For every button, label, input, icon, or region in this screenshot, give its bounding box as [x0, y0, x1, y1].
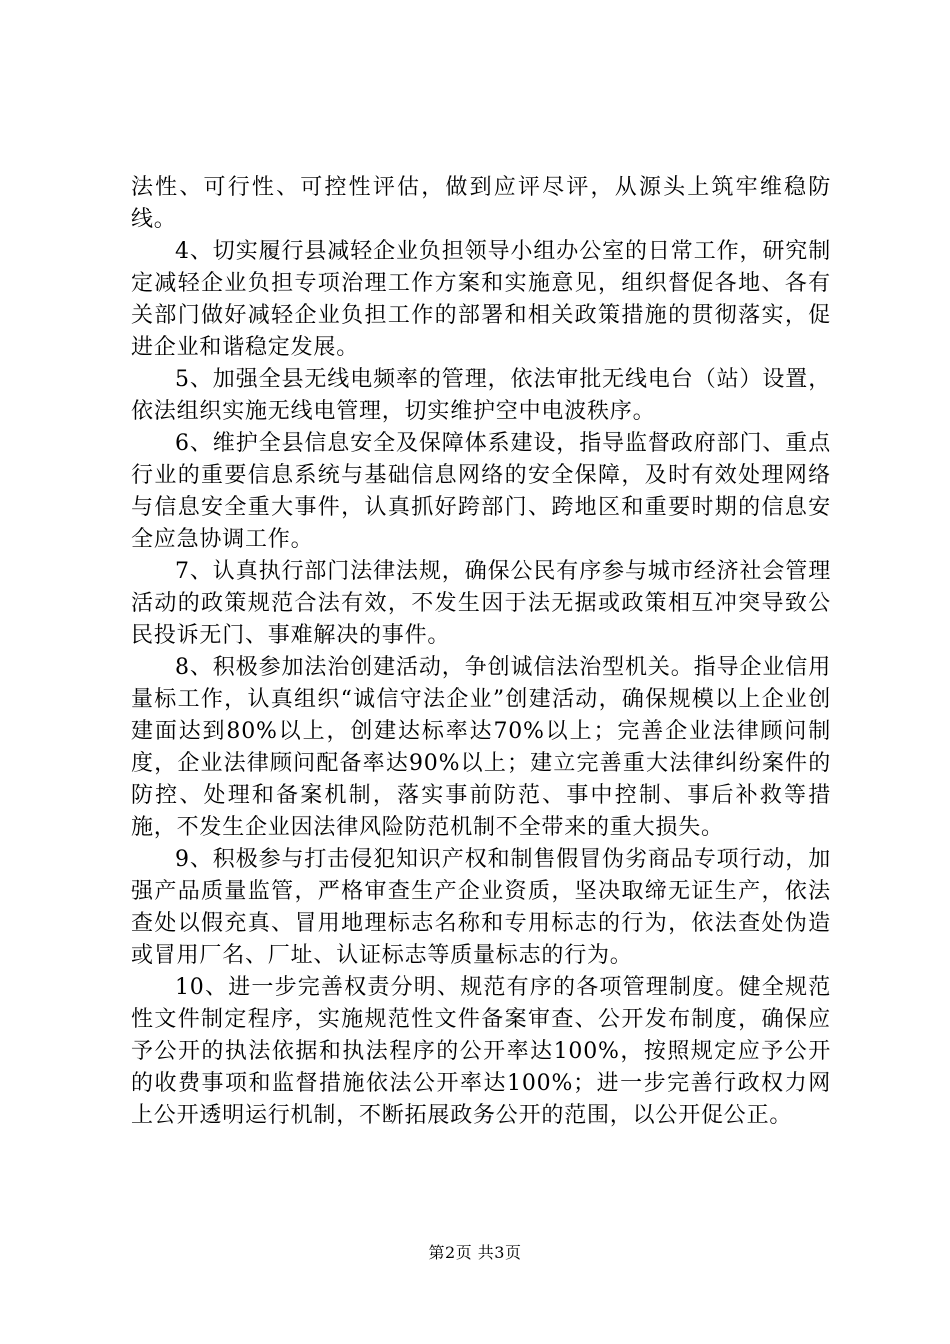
paragraph-item-10: 10、进一步完善权责分明、规范有序的各项管理制度。健全规范性文件制定程序，实施规范性文件备案审查、公开发布制度，确保应予公开的执法依据和执法程序的公开率达100%，按照规定应予公开的收费事项和监督措施依法公开率达100%；进一步完善行政权力网上公开透明运行机制，不断拓展政务公开的范围，以公开促公正。: [131, 975, 831, 1128]
paragraph-item-6: 6、维护全县信息安全及保障体系建设，指导监督政府部门、重点行业的重要信息系统与基础信息网络的安全保障，及时有效处理网络与信息安全重大事件，认真抓好跨部门、跨地区和重要时期的信息安全应急协调工作。: [131, 431, 831, 552]
document-body: [131, 172, 831, 1132]
paragraph-continuation: 法性、可行性、可控性评估，做到应评尽评，从源头上筑牢维稳防线。: [131, 175, 831, 232]
page-number-footer: 第2页 共3页: [428, 1243, 522, 1262]
paragraph-item-7: 7、认真执行部门法律法规，确保公民有序参与城市经济社会管理活动的政策规范合法有效，不发生因于法无据或政策相互冲突导致公民投诉无门、事难解决的事件。: [131, 559, 831, 648]
paragraph-item-4: 4、切实履行县减轻企业负担领导小组办公室的日常工作，研究制定减轻企业负担专项治理工作方案和实施意见，组织督促各地、各有关部门做好减轻企业负担工作的部署和相关政策措施的贯彻落实，促进企业和谐稳定发展。: [131, 239, 831, 360]
paragraph-item-8: 8、积极参加法治创建活动，争创诚信法治型机关。指导企业信用量标工作，认真组织“诚信守法企业”创建活动，确保规模以上企业创建面达到80%以上，创建达标率达70%以上；完善企业法律顾问制度，企业法律顾问配备率达90%以上；建立完善重大法律纠纷案件的防控、处理和备案机制，落实事前防范、事中控制、事后补救等措施，不发生企业因法律风险防范机制不全带来的重大损失。: [131, 655, 831, 840]
paragraph-item-9: 9、积极参与打击侵犯知识产权和制售假冒伪劣商品专项行动，加强产品质量监管，严格审查生产企业资质，坚决取缔无证生产，依法查处以假充真、冒用地理标志名称和专用标志的行为，依法查处伪造或冒用厂名、厂址、认证标志等质量标志的行为。: [131, 847, 831, 968]
paragraph-item-5: 5、加强全县无线电频率的管理，依法审批无线电台（站）设置，依法组织实施无线电管理，切实维护空中电波秩序。: [131, 367, 831, 424]
